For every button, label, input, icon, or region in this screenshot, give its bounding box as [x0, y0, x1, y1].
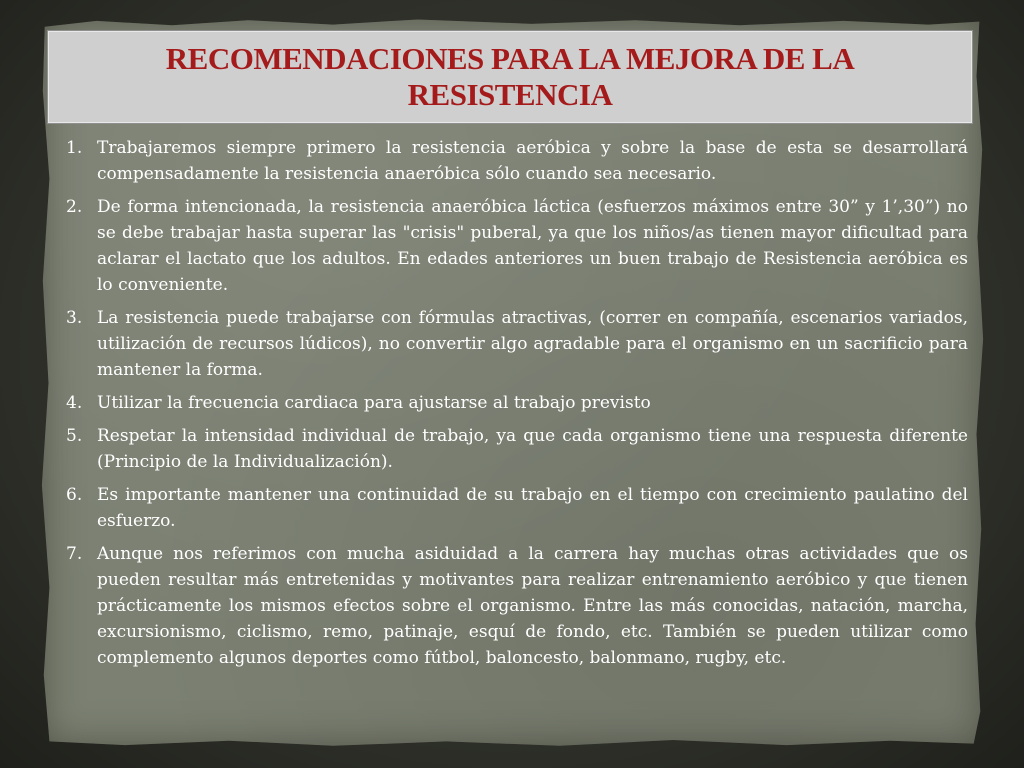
list-item-text: Respetar la intensidad individual de trabajo, ya que cada organismo tiene una respuesta diferente (Principio de la Individualización).	[97, 426, 968, 472]
list-item-text: Trabajaremos siempre primero la resistencia aeróbica y sobre la base de esta se desarrollará compensadamente la resistencia anaeróbica sólo cuando sea necesario.	[97, 138, 968, 184]
list-item-number: 3.	[66, 308, 83, 328]
list-item-number: 6.	[66, 485, 83, 505]
recommendations-list	[66, 135, 968, 678]
list-item-number: 2.	[66, 197, 83, 217]
list-item	[66, 541, 968, 671]
list-item-number: 1.	[66, 138, 83, 158]
slide-title: RECOMENDACIONES PARA LA MEJORA DE LA RESISTENCIA	[165, 41, 855, 112]
list-item-number: 4.	[66, 393, 83, 413]
list-item-text: Aunque nos referimos con mucha asiduidad a la carrera hay muchas otras actividades que os pueden resultar más entretenidas y motivantes para realizar entrenamiento aeróbico y que tienen prácticamente los mismos efectos sobre el organismo. Entre las más conocidas, natación, marcha, excursionismo, ciclismo, remo, patinaje, esquí de fondo, etc. También se pueden utilizar como complemento algunos deportes como fútbol, baloncesto, balonmano, rugby, etc.	[97, 544, 968, 668]
list-item-text: De forma intencionada, la resistencia anaeróbica láctica (esfuerzos máximos entre 30” y 1’,30”) no se debe trabajar hasta superar las "crisis" puberal, ya que los niños/as tienen mayor dificultad para aclarar el lactato que los adultos. En edades anteriores un buen trabajo de Resistencia aeróbica es lo conveniente.	[97, 197, 968, 295]
list-item-number: 5.	[66, 426, 83, 446]
list-item	[66, 135, 968, 187]
list-item-text: Es importante mantener una continuidad de su trabajo en el tiempo con crecimiento paulatino del esfuerzo.	[97, 485, 968, 531]
list-item	[66, 305, 968, 383]
title-box	[48, 31, 972, 123]
list-item	[66, 194, 968, 298]
list-item-number: 7.	[66, 544, 83, 564]
list-item	[66, 390, 968, 416]
list-item	[66, 423, 968, 475]
list-item-text: Utilizar la frecuencia cardiaca para ajustarse al trabajo previsto	[97, 393, 651, 413]
list-item	[66, 482, 968, 534]
list-item-text: La resistencia puede trabajarse con fórmulas atractivas, (correr en compañía, escenarios variados, utilización de recursos lúdicos), no convertir algo agradable para el organismo en un sacrificio para mantener la forma.	[97, 308, 968, 380]
